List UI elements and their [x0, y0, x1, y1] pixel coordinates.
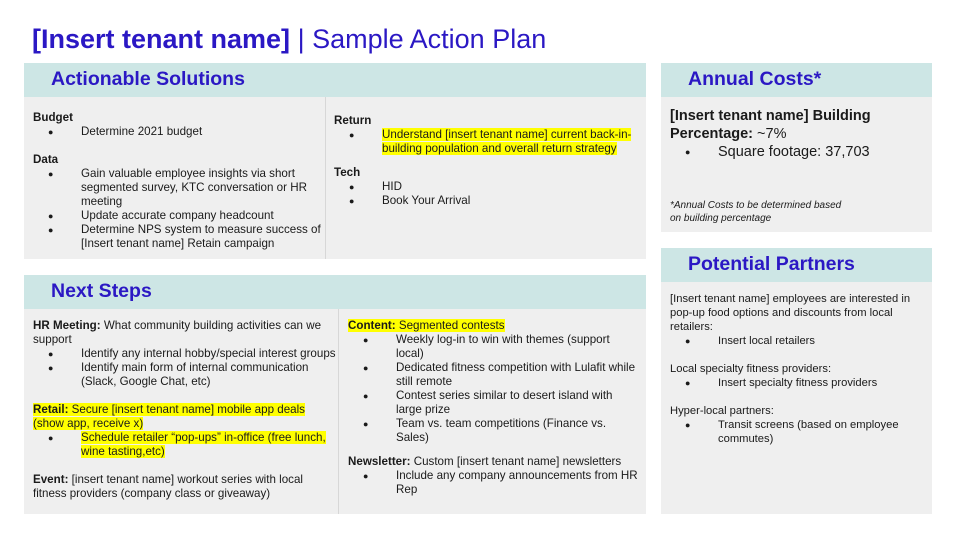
data-heading: Data [33, 153, 59, 166]
newsletter-label: Newsletter: [348, 455, 411, 468]
potential-partners-title: Potential Partners [688, 253, 855, 275]
page-title [32, 24, 546, 55]
percentage-label: Percentage: [670, 126, 754, 142]
list-item: ● Gain valuable employee insights via short segmented survey, KTC conversation or HR meeting [48, 167, 325, 209]
hyper-local-label: Hyper-local partners: [670, 405, 774, 417]
next-steps-right-column [348, 319, 638, 514]
partners-intro: [Insert tenant name] employees are interested in pop-up food options and discounts from local retailers: [670, 293, 911, 333]
next-steps-panel [24, 309, 646, 514]
event-block [33, 473, 339, 501]
actionable-right-column [334, 114, 634, 259]
list-item: ● Weekly log-in to win with themes (support local) [363, 333, 638, 361]
list-item: ● Include any company announcements from HR Rep [363, 469, 638, 497]
retail-block [33, 403, 339, 431]
budget-list [33, 125, 325, 139]
partners-intro-list [670, 334, 926, 348]
event-text: [insert tenant name] workout series with local fitness providers (company class or giveaway) [33, 473, 303, 500]
annual-costs-panel [661, 97, 932, 232]
hr-meeting-text: What community building activities can we support [33, 319, 322, 346]
return-heading: Return [334, 114, 372, 127]
next-steps-header [24, 275, 646, 309]
highlighted-text: Schedule retailer “pop-ups” in-office (free lunch, wine tasting,etc) [81, 431, 326, 458]
tenant-name-title: [Insert tenant name] [32, 24, 291, 54]
percentage-line [670, 125, 925, 143]
data-list [33, 167, 325, 251]
next-steps-left-column [33, 319, 339, 514]
newsletter-list [348, 469, 638, 497]
hr-meeting-block [33, 319, 339, 347]
list-item: ● Insert specialty fitness providers [685, 376, 926, 390]
building-line: [Insert tenant name] Building [670, 108, 871, 124]
content-label: Content: [348, 319, 396, 332]
actionable-left-column [33, 111, 325, 259]
list-item: ● Book Your Arrival [349, 194, 634, 208]
highlighted-text: Understand [insert tenant name] current back-in-building population and overall return strategy [382, 128, 632, 155]
list-item: ● Contest series similar to desert island with large prize [363, 389, 638, 417]
return-list [334, 128, 634, 156]
specialty-label: Local specialty fitness providers: [670, 363, 832, 375]
hr-meeting-label: HR Meeting: [33, 319, 101, 332]
newsletter-text: Custom [insert tenant name] newsletters [410, 455, 622, 468]
tech-list [334, 180, 634, 208]
list-item: ● Update accurate company headcount [48, 209, 325, 223]
annual-costs-header [661, 63, 932, 97]
title-separator: | [297, 24, 305, 54]
next-steps-title: Next Steps [51, 280, 152, 302]
retail-text: Secure [insert tenant name] mobile app deals (show app, receive x) [33, 403, 305, 430]
newsletter-block [348, 455, 638, 469]
budget-heading: Budget [33, 111, 73, 124]
retail-label: Retail: [33, 403, 69, 416]
potential-partners-content [670, 292, 926, 446]
list-item: ● Transit screens (based on employee commutes) [685, 418, 926, 446]
list-item: ● HID [349, 180, 634, 194]
event-label: Event: [33, 473, 69, 486]
list-item: ● Determine NPS system to measure success of [Insert tenant name] Retain campaign [48, 223, 325, 251]
list-item [48, 431, 339, 459]
list-item: ● Dedicated fitness competition with Lulafit while still remote [363, 361, 638, 389]
annual-costs-list [670, 143, 925, 161]
column-divider [325, 97, 326, 259]
list-item: ● Team vs. team competitions (Finance vs. Sales) [363, 417, 638, 445]
list-item: ● Identify any internal hobby/special interest groups [48, 347, 339, 361]
potential-partners-header [661, 248, 932, 282]
list-item: ● Determine 2021 budget [48, 125, 325, 139]
list-item: ● Square footage: 37,703 [685, 143, 925, 161]
title-text: Sample Action Plan [312, 24, 547, 54]
annual-costs-content [670, 107, 925, 161]
content-list [348, 333, 638, 445]
list-item [349, 128, 634, 156]
potential-partners-panel [661, 282, 932, 514]
actionable-solutions-title: Actionable Solutions [51, 68, 245, 90]
hyper-local-list [670, 418, 926, 446]
content-text: Segmented contests [395, 319, 505, 332]
specialty-list [670, 376, 926, 390]
hr-meeting-list [33, 347, 339, 389]
actionable-solutions-header [24, 63, 646, 97]
percentage-value: ~7% [753, 126, 787, 142]
column-divider [338, 309, 339, 514]
tech-heading: Tech [334, 166, 361, 179]
retail-list [33, 431, 339, 459]
annual-costs-title: Annual Costs* [688, 68, 822, 90]
list-item: ● Identify main form of internal communication (Slack, Google Chat, etc) [48, 361, 339, 389]
list-item: ● Insert local retailers [685, 334, 926, 348]
actionable-solutions-panel [24, 97, 646, 259]
annual-costs-note: *Annual Costs to be determined based on building percentage [670, 200, 842, 224]
content-block [348, 319, 638, 333]
